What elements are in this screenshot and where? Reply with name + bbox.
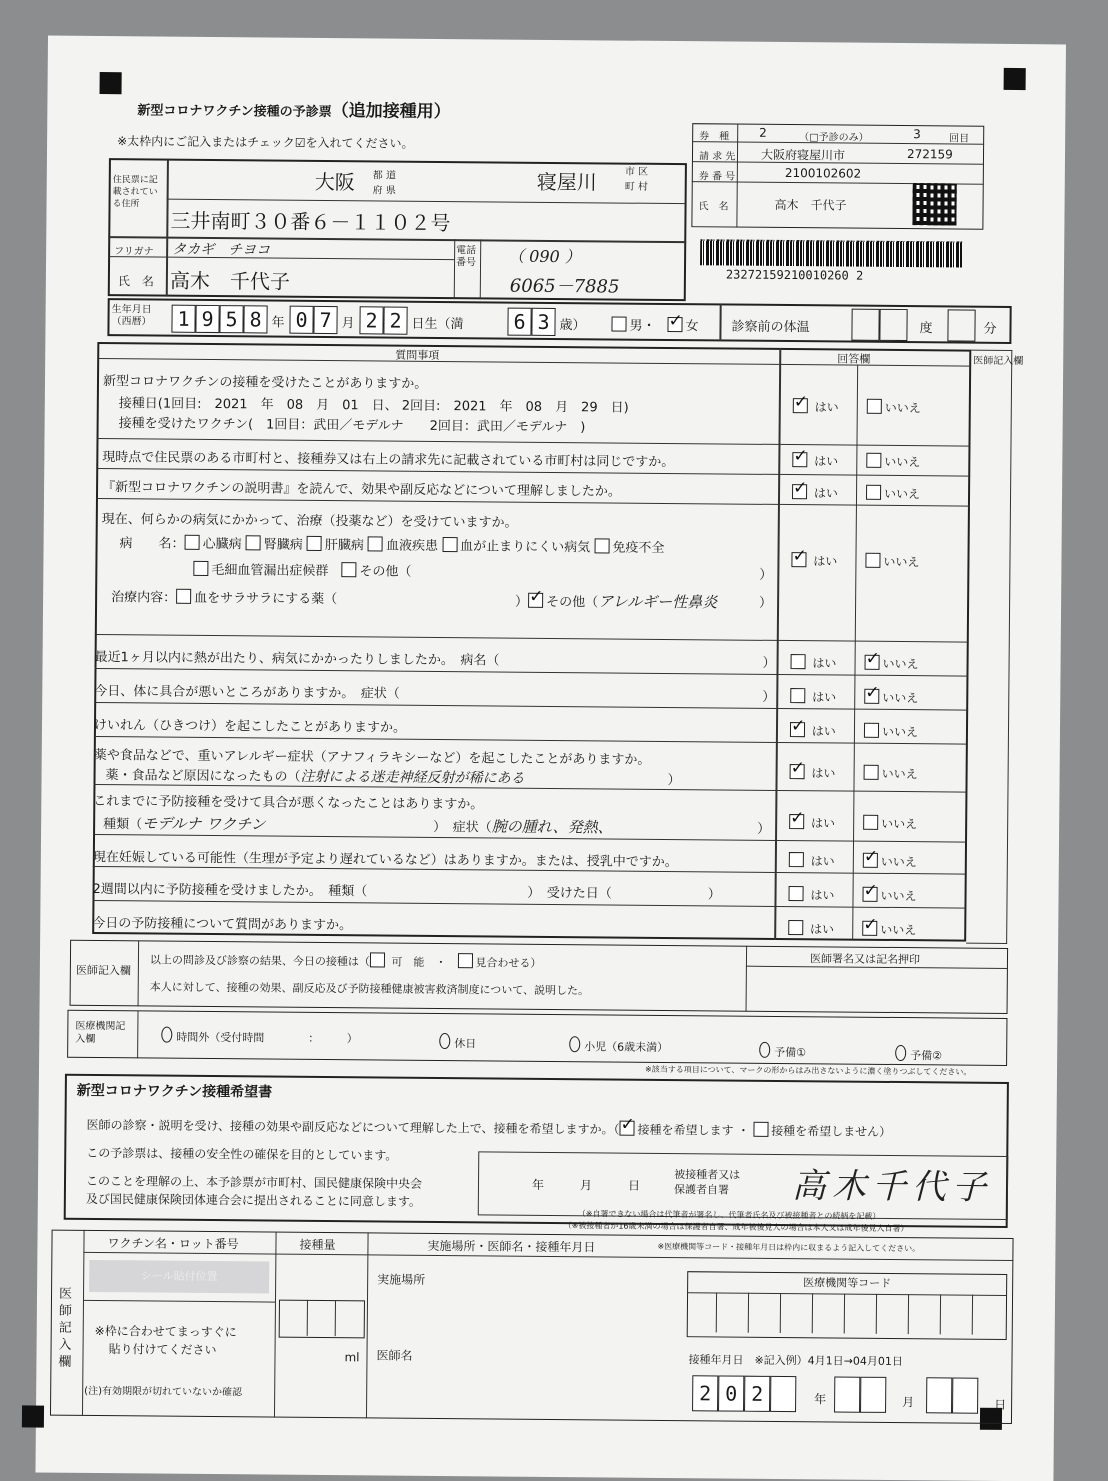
q12-no[interactable]: ✓ いいえ [862, 921, 916, 938]
header-doctor: 医師記入欄 [973, 355, 1024, 368]
q1-vaccine: 接種を受けたワクチン( 1回目：武田／モデルナ 2回目：武田／モデルナ ) [118, 416, 586, 436]
sex-female[interactable]: ✓ 女 [667, 315, 698, 334]
q9-no[interactable]: いいえ [863, 815, 917, 832]
q6-no[interactable]: ✓ いいえ [864, 689, 918, 706]
q4-text: 現在、何らかの病気にかかって、治療（投薬など）を受けていますか。 [101, 512, 518, 531]
q2-no[interactable]: いいえ [866, 453, 920, 470]
q1-no[interactable]: いいえ [867, 399, 921, 416]
q9-kind: 種類（モデルナ ワクチン [103, 814, 266, 834]
q7-text: けいれん（ひきつけ）を起こしたことがありますか。 [93, 717, 407, 736]
q4-treatment: 治療内容： 血をサラサラにする薬（ [111, 590, 338, 608]
clinic-reserve-1[interactable]: 予備① [759, 1042, 806, 1060]
q6-text: 今日、体に具合が悪いところがありますか。 症状（ [94, 683, 400, 702]
lot-sticker-area: シール貼付位置 [89, 1260, 269, 1294]
address-label: 住民票に記載されている住所 [112, 175, 158, 210]
name-kana: タカギ チヨコ [172, 241, 271, 259]
street-address: 三井南町３０番６－１１０２号 [170, 208, 451, 236]
header-answer: 回答欄 [837, 352, 871, 366]
doctor-column [966, 350, 1012, 944]
q4-diseases-2: 毛細血管漏出症候群 その他（ [193, 559, 411, 580]
registration-mark [1004, 68, 1026, 90]
phone-number: 6065－7885 [509, 275, 620, 298]
q8-cause: 薬・食品など原因になったもの（注射による迷走神経反射が稀にある [105, 768, 525, 787]
q4-no[interactable]: いいえ [865, 553, 919, 570]
doctor-result: 以上の問診及び診察の結果、今日の接種は（ 可 能 ・ 見合わせる） [149, 953, 542, 970]
clinic-after-hours[interactable]: 時間外（受付時間 ： ） [161, 1027, 358, 1047]
clinic-holiday[interactable]: 休日 [439, 1033, 476, 1051]
q7-yes[interactable]: ✓ はい [790, 722, 836, 739]
q12-text: 今日の予防接種について質問がありますか。 [92, 915, 353, 934]
sex-male[interactable]: 男・ [611, 314, 655, 333]
clinic-code-box[interactable]: 医療機関等コード [687, 1271, 1008, 1340]
q8-text: 薬や食品などで、重いアレルギー症状（アナフィラキシーなど）を起こしたことがありますか。 [93, 747, 651, 768]
q3-yes[interactable]: ✓ はい [792, 484, 838, 501]
prefecture: 大阪 [314, 169, 355, 195]
clinic-child[interactable]: 小児（6歳未満） [569, 1036, 668, 1055]
q9-yes[interactable]: ✓ はい [789, 814, 835, 831]
q1-yes[interactable]: ✓ はい [793, 398, 839, 415]
q2-yes[interactable]: ✓ はい [792, 452, 838, 469]
dose-box[interactable] [279, 1300, 365, 1339]
q3-no[interactable]: いいえ [866, 485, 920, 502]
q6-yes[interactable]: はい [790, 688, 836, 705]
barcode [700, 239, 962, 267]
q1-dates: 接種日(1回目: 2021 年 08 月 01 日、 2回目: 2021 年 08 月 29 日) [118, 396, 629, 416]
consent-title: 新型コロナワクチン接種希望書 [76, 1082, 273, 1101]
q3-text: 『新型コロナワクチンの説明書』を読んで、効果や副反応などについて理解しましたか。 [102, 480, 621, 500]
q5-no[interactable]: ✓ いいえ [864, 655, 918, 672]
vaccination-questionnaire: 新型コロナワクチン接種の予診票（追加接種用） ※太枠内にご記入またはチェック☑を入れてください。 券 種 2 （□予診のみ） 3 回目 請 求 先 大阪府寝屋川市 272159 券 番 号 2100102602 氏 名 高木 千代子 23272159210010260 2 住民票に記載されている住所 大阪 都 道 府 県 寝屋川 市 区 町 村 三井南町３０番６－１１０２号 フリガナ タカギ チヨコ 氏 名 高木 千代子 電話番号 （ 090 ） 6065－7885 生年月日（西暦） 1 9 5 8 年 0 7 月 2 2 日生（満 6 3 歳） 男・ ✓ 女 診察前の体温 度 分 質問事項 回答欄 医師記入欄 新型コロナワクチンの接種を受けたことがありますか。 接種日(1回目: 2021 年 08 月 01 日、 2回目: 2021 年 08 月 29 日) 接種を受けたワクチン( 1回目：武田／モデルナ 2回目：武田／モデルナ ) 現時点で住民票のある市町村と、接種券又は右上の請求先に記載されている市町村は同じですか。 『新型コロナワクチンの説明書』を読んで、効果や副反応などについて理解しましたか。 現在、何らかの病気にかかって、治療（投薬など）を受けていますか。 病 名： 心臓病 腎臓病 肝臓病 血液疾患 血が止まりにくい病気 免疫不全 毛細血管漏出症候群 その他（ ） 治療内容： 血をサラサラにする薬（ ）✓ その他（アレルギー性鼻炎 ） 最近1ヶ月以内に熱が出たり、病気にかかったりしましたか。 病名（ ） 今日、体に具合が悪いところがありますか。 症状（ ） けいれん（ひきつけ）を起こしたことがありますか。 薬や食品などで、重いアレルギー症状（アナフィラキシーなど）を起こしたことがありますか。 薬・食品など原因になったもの（注射による迷走神経反射が稀にある ） これまでに予防接種を受けて具合が悪くなったことはありますか。 種類（モデルナ ワクチン ） 症状（腕の腫れ、発熱、 ） 現在妊娠している可能性（生理が予定より遅れているなど）はありますか。または、授乳中ですか。 2週間以内に予防接種を受けましたか。 種類（ ） 受けた日（ ） 今日の予防接種について質問がありますか。 ✓ はい いいえ ✓ はい いいえ ✓ はい いいえ ✓ はい いいえ はい ✓ いいえ はい ✓ いいえ ✓ はい いいえ ✓ はい いいえ ✓ はい いいえ はい ✓ いいえ はい ✓ いいえ はい ✓ いいえ 医師記入欄 以上の問診及び診察の結果、今日の接種は（ 可 能 ・ 見合わせる） 本人に対して、接種の効果、副反応及び予防接種健康被害救済制度について、説明した。 医師署名又は記名押印 医療機関記入欄 時間外（受付時間 ： ） 休日 小児（6歳未満） 予備① 予備② ※該当する項目について、マークの形からはみ出さないように濃く塗りつぶしてください。 新型コロナワクチン接種希望書 医師の診察・説明を受け、接種の効果や副反応などについて理解した上で、接種を希望しますか。（✓ 接種を希望します ・ 接種を希望しません） この予診票は、接種の安全性の確保を目的としています。 このことを理解の上、本予診票が市町村、国民健康保険中央会 及び国民健康保険団体連合会に提出されることに同意します。 年 月 日 被接種者又は保護者自署 高木千代子 （※自署できない場合は代筆者が署名し、代筆者氏名及び被接種者との続柄を記載） （※被接種者が16歳未満の場合は保護者自署、成年被後見人の場合は本人又は成年後見人自署） 医師記入欄 ワクチン名・ロット番号 シール貼付位置 ※枠に合わせてまっすぐに 貼り付けてください (注)有効期限が切れていないか確認 接種量 ml 実施場所・医師名・接種年月日 ※医療機関等コード・接種年月日は枠内に収まるよう記入してください。 実施場所 医師名 医療機関等コード 接種年月日 ※記入例）4月1日→04月01日 2 0 2 年 月 日 [35, 36, 1066, 1481]
q4-yes[interactable]: ✓ はい [791, 552, 837, 569]
signature: 高木千代子 [791, 1166, 993, 1208]
phone-area: （ 090 ） [508, 246, 581, 267]
registration-mark [100, 72, 122, 94]
place-label: 実施場所 [377, 1272, 426, 1287]
q12-yes[interactable]: はい [788, 920, 834, 937]
q4-diseases: 病 名： 心臓病 腎臓病 肝臓病 血液疾患 血が止まりにくい病気 免疫不全 [119, 536, 665, 556]
q11-no[interactable]: ✓ いいえ [862, 887, 916, 904]
q2-text: 現時点で住民票のある市町村と、接種券又は右上の請求先に記載されている市町村は同じですか。 [102, 450, 675, 471]
temp-box[interactable] [851, 309, 879, 341]
clinic-reserve-2[interactable]: 予備② [895, 1045, 942, 1063]
q8-no[interactable]: いいえ [864, 765, 918, 782]
q11-text: 2週間以内に予防接種を受けましたか。 種類（ ） 受けた日（ ） [92, 881, 721, 903]
consent-question: 医師の診察・説明を受け、接種の効果や副反応などについて理解した上で、接種を希望しますか。（✓ 接種を希望します ・ 接種を希望しません） [86, 1116, 891, 1140]
doctor-sign-label: 医師署名又は記名押印 [809, 952, 921, 967]
q9-text: これまでに予防接種を受けて具合が悪くなったことはありますか。 [93, 793, 484, 813]
form-title: 新型コロナワクチン接種の予診票（追加接種用） [137, 101, 451, 123]
registration-mark [22, 1405, 44, 1427]
qr-code [912, 183, 956, 225]
q10-text: 現在妊娠している可能性（生理が予定より遅れているなど）はありますか。または、授乳中ですか。 [92, 849, 678, 871]
doctor-name-label: 医師名 [376, 1348, 413, 1363]
q5-yes[interactable]: はい [791, 654, 837, 671]
city: 寝屋川 [536, 169, 597, 195]
instruction: ※太枠内にご記入またはチェック☑を入れてください。 [117, 134, 414, 151]
q8-yes[interactable]: ✓ はい [790, 764, 836, 781]
q10-yes[interactable]: はい [789, 852, 835, 869]
record-side-label: 医師記入欄 [58, 1286, 73, 1370]
q10-no[interactable]: ✓ いいえ [863, 853, 917, 870]
q7-no[interactable]: いいえ [864, 723, 918, 740]
name-value: 高木 千代子 [169, 268, 290, 294]
q4-other: ）✓ その他（アレルギー性鼻炎 [515, 590, 717, 613]
header-question: 質問事項 [395, 348, 440, 362]
q11-yes[interactable]: はい [788, 886, 834, 903]
q5-text: 最近1ヶ月以内に熱が出たり、病気にかかったりしましたか。 病名（ [94, 649, 500, 669]
q9-symptom: ） 症状（腕の腫れ、発熱、 [433, 817, 613, 837]
q1-text: 新型コロナワクチンの接種を受けたことがありますか。 [102, 374, 428, 392]
doctor-explain: 本人に対して、接種の効果、副反応及び予防接種健康被害救済制度について、説明した。 [149, 980, 590, 998]
